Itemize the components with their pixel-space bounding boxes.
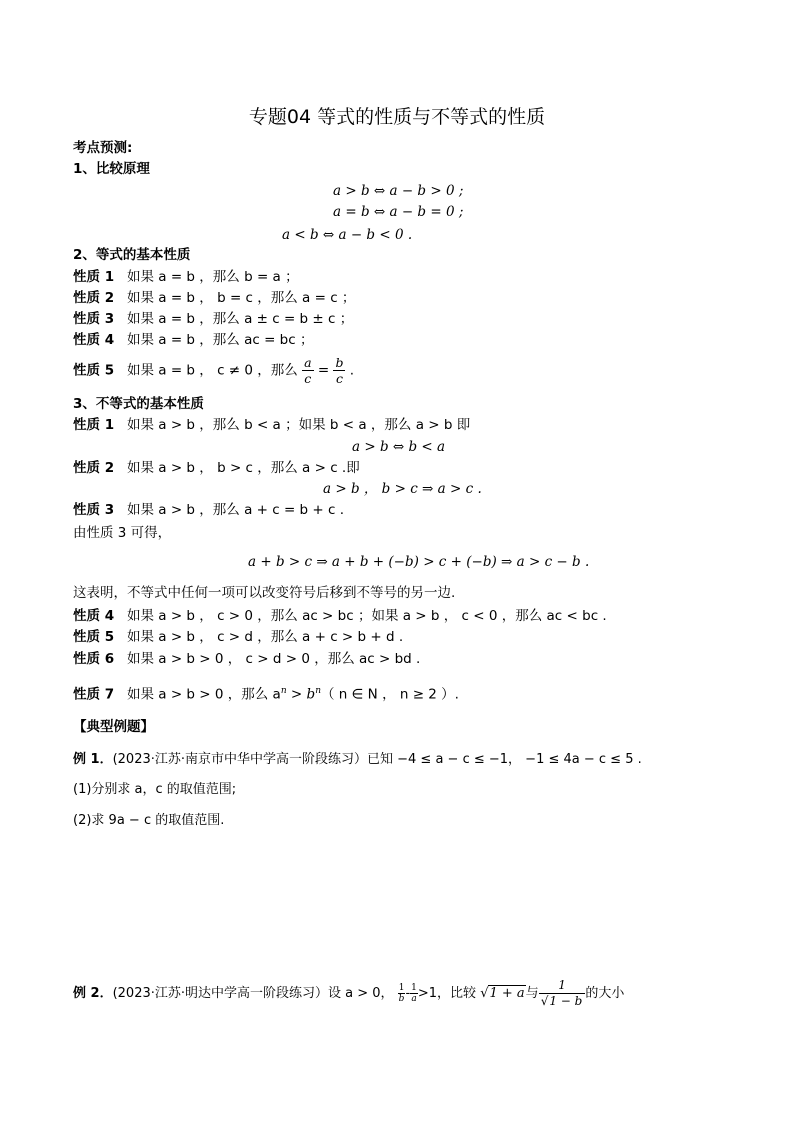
prop7-pre: 如果 a > b > 0 ，那么 a	[126, 686, 281, 703]
exponent: n	[315, 686, 321, 696]
derive-note: 这表明，不等式中任何一项可以改变符号后移到不等号的另一边.	[73, 585, 456, 601]
examples-heading: 【典型例题】	[73, 719, 154, 735]
compare-eq-2: a = b ⇔ a − b = 0 ;	[333, 204, 464, 220]
fraction-b-over-c: $\frac{b}{c}$	[335, 355, 344, 386]
ineq-prop-label: 性质 3	[73, 502, 115, 518]
equals-sign: =	[317, 362, 330, 379]
eq-prop-label: 性质 3	[73, 311, 115, 327]
ineq-prop-4	[73, 607, 607, 625]
derive-intro: 由性质 3 可得，	[73, 525, 172, 541]
eq-prop-text: 如果 a = b ， c ≠ 0 ，那么	[126, 362, 298, 379]
example-text: 的大小	[585, 986, 625, 1001]
fraction-1-over-b: $\frac{1}{b}$	[398, 983, 405, 1004]
eq-prop-1	[73, 268, 299, 286]
derive-equation: a + b > c ⇒ a + b + (−b) > c + (−b) ⇒ a > c − b .	[248, 554, 590, 570]
section-1-heading: 1、比较原理	[73, 161, 150, 177]
fraction-1-over-sqrt: $\frac{1}{√1 - b}$	[539, 978, 586, 1009]
ineq-prop-text: 如果 a > b > 0 ， c > d > 0 ，那么 ac > bd .	[126, 651, 421, 667]
eq-prop-4	[73, 331, 313, 349]
example-1-question-2: (2)求 9a − c 的取值范围.	[73, 813, 225, 828]
example-label: 例 2．	[73, 986, 113, 1001]
eq-prop-label: 性质 4	[73, 332, 115, 348]
prop7-mid: > b	[286, 686, 316, 703]
period: .	[349, 362, 355, 379]
ineq-prop-text: 如果 a > b ，那么 b < a ；如果 b < a ，那么 a > b 即	[126, 417, 471, 433]
ineq-prop-text: 如果 a > b ， b > c ，那么 a > c .即	[126, 460, 360, 476]
eq-prop-text: 如果 a = b ， b = c ，那么 a = c ；	[126, 290, 356, 306]
ineq-prop-3	[73, 501, 344, 519]
eq-prop-5	[73, 355, 354, 386]
compare-eq-3: a < b ⇔ a − b < 0 .	[282, 227, 413, 243]
ineq-prop-1	[73, 416, 470, 434]
example-text: (2023·江苏·南京市中华中学高一阶段练习）已知 −4 ≤ a − c ≤ −1， −1 ≤ 4a − c ≤ 5 .	[112, 752, 642, 767]
ineq-prop-label: 性质 5	[73, 629, 115, 645]
prop7-post: （ n ∈ N ， n ≥ 2 ）.	[320, 686, 459, 703]
section-3-heading: 3、不等式的基本性质	[73, 396, 204, 412]
ineq-2-transitive: a > b ， b > c ⇒ a > c .	[323, 481, 482, 497]
fraction-a-over-c: $\frac{a}{c}$	[304, 355, 312, 386]
eq-prop-3	[73, 310, 353, 328]
ineq-prop-text: 如果 a > b ，那么 a + c = b + c .	[126, 502, 345, 518]
eq-prop-text: 如果 a = b ，那么 b = a ；	[126, 269, 299, 285]
compare-eq-1: a > b ⇔ a − b > 0 ;	[333, 183, 464, 199]
preview-heading: 考点预测:	[73, 140, 133, 156]
ineq-prop-label: 性质 6	[73, 651, 115, 667]
section-2-heading: 2、等式的基本性质	[73, 247, 191, 263]
eq-prop-label: 性质 2	[73, 290, 115, 306]
ineq-prop-7	[73, 682, 459, 704]
sqrt-expression: √1 + a	[480, 986, 525, 1001]
example-text: >1，比较	[417, 986, 477, 1001]
example-1	[73, 751, 642, 769]
ineq-1-equivalence: a > b ⇔ b < a	[352, 439, 446, 455]
page-title: 专题04 等式的性质与不等式的性质	[248, 106, 546, 128]
example-2	[73, 978, 624, 1009]
eq-prop-text: 如果 a = b ，那么 ac = bc ；	[126, 332, 314, 348]
exponent: n	[280, 686, 287, 696]
minus-sign: -	[405, 986, 411, 1001]
ineq-prop-6	[73, 650, 420, 668]
ineq-prop-label: 性质 1	[73, 417, 115, 433]
example-text: 与	[525, 986, 539, 1001]
example-text: (2023·江苏·明达中学高一阶段练习）设 a > 0，	[112, 986, 394, 1001]
eq-prop-2	[73, 289, 355, 307]
eq-prop-text: 如果 a = b ，那么 a ± c = b ± c ；	[126, 311, 354, 327]
ineq-prop-2	[73, 459, 360, 477]
ineq-prop-label: 性质 4	[73, 608, 115, 624]
ineq-prop-text: 如果 a > b ， c > 0 ，那么 ac > bc ；如果 a > b ， c < 0 ，那么 ac < bc .	[126, 608, 607, 624]
fraction-1-over-a: $\frac{1}{a}$	[411, 983, 417, 1004]
ineq-prop-label: 性质 7	[73, 686, 115, 703]
ineq-prop-text: 如果 a > b ， c > d ，那么 a + c > b + d .	[126, 629, 404, 645]
ineq-prop-5	[73, 628, 403, 646]
eq-prop-label: 性质 1	[73, 269, 115, 285]
example-1-question-1: (1)分别求 a，c 的取值范围;	[73, 782, 237, 797]
example-label: 例 1．	[73, 752, 113, 767]
ineq-prop-label: 性质 2	[73, 460, 115, 476]
eq-prop-label: 性质 5	[73, 362, 115, 379]
